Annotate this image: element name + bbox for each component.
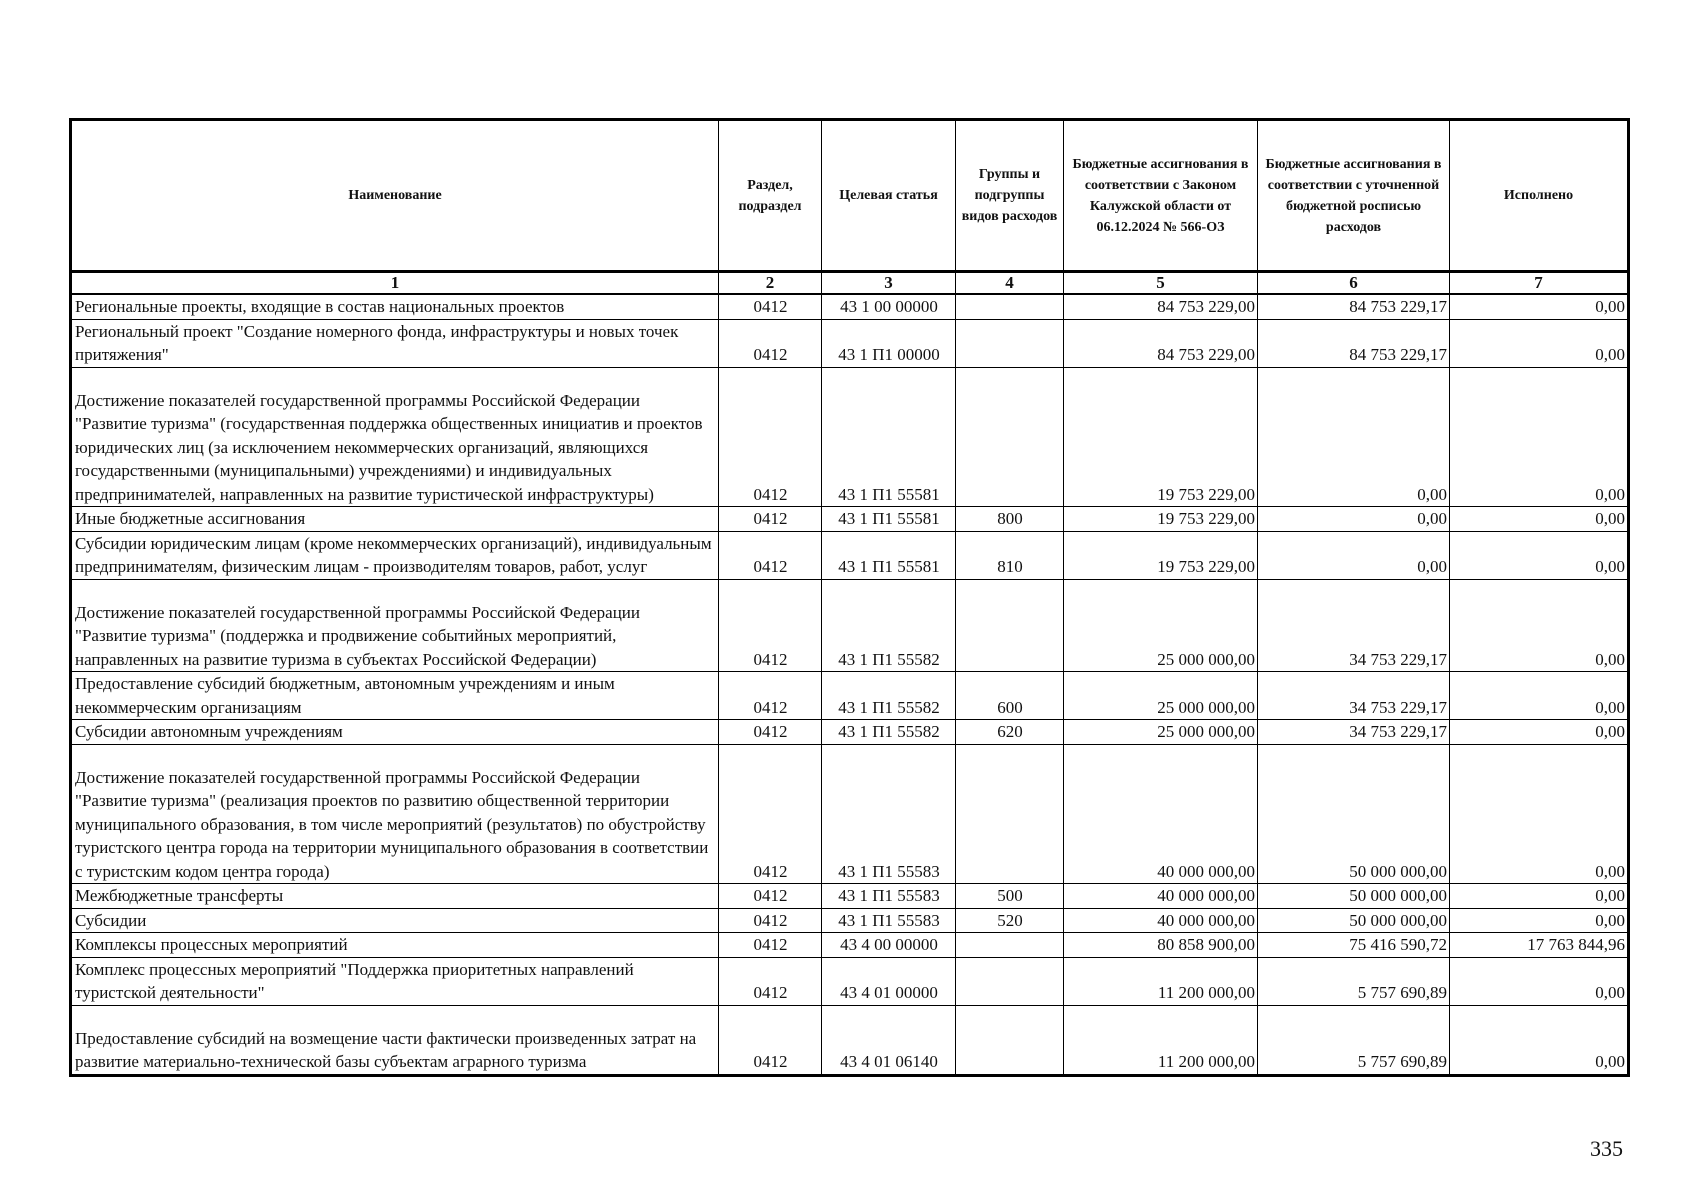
cell-statya: 43 1 П1 55582 [822,720,956,745]
cell-statya: 43 1 П1 55581 [822,531,956,579]
cell-vid [956,744,1064,884]
cell-rospis-amount: 34 753 229,17 [1258,672,1450,720]
cell-statya: 43 1 П1 55583 [822,744,956,884]
cell-vid [956,957,1064,1005]
col-header-name: Наименование [71,120,719,272]
table-row [71,319,1629,367]
cell-done-amount: 0,00 [1450,884,1629,909]
cell-vid: 620 [956,720,1064,745]
cell-law-amount: 11 200 000,00 [1064,1005,1258,1075]
cell-razdel: 0412 [719,933,822,958]
table-row [71,579,1629,672]
cell-vid: 600 [956,672,1064,720]
cell-vid [956,294,1064,319]
table-row [71,933,1629,958]
cell-razdel: 0412 [719,579,822,672]
table-row [71,744,1629,884]
cell-vid [956,933,1064,958]
cell-statya: 43 1 П1 55582 [822,672,956,720]
cell-law-amount: 40 000 000,00 [1064,884,1258,909]
cell-vid [956,1005,1064,1075]
cell-statya: 43 1 00 00000 [822,294,956,319]
cell-rospis-amount: 0,00 [1258,367,1450,507]
cell-razdel: 0412 [719,507,822,532]
cell-law-amount: 40 000 000,00 [1064,744,1258,884]
cell-name: Иные бюджетные ассигнования [71,507,719,532]
col-number: 3 [822,272,956,295]
col-header-razdel: Раздел, подраздел [719,120,822,272]
cell-done-amount: 0,00 [1450,908,1629,933]
col-number: 6 [1258,272,1450,295]
cell-name: Региональный проект "Создание номерного фонда, инфраструктуры и новых точек притяжения" [71,319,719,367]
table-row [71,672,1629,720]
cell-rospis-amount: 0,00 [1258,507,1450,532]
cell-razdel: 0412 [719,319,822,367]
cell-law-amount: 25 000 000,00 [1064,672,1258,720]
cell-law-amount: 19 753 229,00 [1064,507,1258,532]
cell-name: Достижение показателей государственной программы Российской Федерации "Развитие туризма" (государственная поддержка общественных инициатив и проектов юридических лиц (за исключением некоммерческих организаций, являющихся государственными (муниципальными) учреждениями) и индивидуальных предпринимателей, направленных на развитие туристической инфраструктуры) [71,367,719,507]
cell-name: Субсидии автономным учреждениям [71,720,719,745]
cell-statya: 43 1 П1 55583 [822,884,956,909]
cell-statya: 43 4 00 00000 [822,933,956,958]
cell-name: Межбюджетные трансферты [71,884,719,909]
col-number: 2 [719,272,822,295]
cell-law-amount: 40 000 000,00 [1064,908,1258,933]
cell-statya: 43 4 01 06140 [822,1005,956,1075]
budget-table [69,118,1630,1077]
page-number: 335 [1590,1136,1623,1161]
cell-rospis-amount: 50 000 000,00 [1258,744,1450,884]
cell-vid [956,579,1064,672]
cell-razdel: 0412 [719,294,822,319]
col-number: 1 [71,272,719,295]
cell-razdel: 0412 [719,672,822,720]
cell-vid [956,319,1064,367]
table-row [71,884,1629,909]
cell-vid: 500 [956,884,1064,909]
cell-law-amount: 19 753 229,00 [1064,367,1258,507]
col-header-vid: Группы и подгруппы видов расходов [956,120,1064,272]
cell-vid: 520 [956,908,1064,933]
cell-rospis-amount: 84 753 229,17 [1258,319,1450,367]
cell-done-amount: 0,00 [1450,957,1629,1005]
cell-name: Субсидии [71,908,719,933]
header-row [71,120,1629,272]
cell-name: Достижение показателей государственной программы Российской Федерации "Развитие туризма" (реализация проектов по развитию общественной территории муниципального образования, в том числе мероприятий (результатов) по обустройству туристского центра города на территории муниципального образования в соответствии с туристским кодом центра города) [71,744,719,884]
table-row [71,1005,1629,1075]
col-header-law: Бюджетные ассигнования в соответствии с Законом Калужской области от 06.12.2024 № 566-ОЗ [1064,120,1258,272]
col-number: 5 [1064,272,1258,295]
cell-razdel: 0412 [719,744,822,884]
cell-done-amount: 0,00 [1450,1005,1629,1075]
cell-done-amount: 17 763 844,96 [1450,933,1629,958]
cell-rospis-amount: 5 757 690,89 [1258,957,1450,1005]
table-row [71,507,1629,532]
cell-name: Комплексы процессных мероприятий [71,933,719,958]
cell-name: Достижение показателей государственной программы Российской Федерации "Развитие туризма" (поддержка и продвижение событийных мероприятий, направленных на развитие туризма в субъектах Российской Федерации) [71,579,719,672]
cell-rospis-amount: 0,00 [1258,531,1450,579]
cell-name: Предоставление субсидий на возмещение части фактически произведенных затрат на развитие материально-технической базы субъектам аграрного туризма [71,1005,719,1075]
cell-statya: 43 1 П1 55581 [822,367,956,507]
cell-law-amount: 84 753 229,00 [1064,294,1258,319]
col-header-statya: Целевая статья [822,120,956,272]
cell-vid [956,367,1064,507]
cell-vid: 800 [956,507,1064,532]
cell-rospis-amount: 34 753 229,17 [1258,720,1450,745]
col-number: 7 [1450,272,1629,295]
cell-name: Предоставление субсидий бюджетным, автономным учреждениям и иным некоммерческим организациям [71,672,719,720]
column-number-row [71,272,1629,295]
cell-done-amount: 0,00 [1450,672,1629,720]
cell-name: Комплекс процессных мероприятий "Поддержка приоритетных направлений туристской деятельности" [71,957,719,1005]
cell-razdel: 0412 [719,908,822,933]
cell-razdel: 0412 [719,367,822,507]
table-body [71,294,1629,1075]
table-row [71,294,1629,319]
cell-statya: 43 1 П1 55581 [822,507,956,532]
col-number: 4 [956,272,1064,295]
cell-done-amount: 0,00 [1450,507,1629,532]
cell-rospis-amount: 50 000 000,00 [1258,908,1450,933]
cell-done-amount: 0,00 [1450,294,1629,319]
cell-law-amount: 25 000 000,00 [1064,720,1258,745]
cell-rospis-amount: 75 416 590,72 [1258,933,1450,958]
cell-done-amount: 0,00 [1450,531,1629,579]
table-row [71,720,1629,745]
cell-razdel: 0412 [719,531,822,579]
cell-rospis-amount: 50 000 000,00 [1258,884,1450,909]
cell-done-amount: 0,00 [1450,579,1629,672]
cell-law-amount: 11 200 000,00 [1064,957,1258,1005]
cell-razdel: 0412 [719,957,822,1005]
cell-razdel: 0412 [719,720,822,745]
cell-law-amount: 80 858 900,00 [1064,933,1258,958]
cell-rospis-amount: 34 753 229,17 [1258,579,1450,672]
col-header-rospis: Бюджетные ассигнования в соответствии с уточненной бюджетной росписью расходов [1258,120,1450,272]
cell-done-amount: 0,00 [1450,319,1629,367]
table-row [71,957,1629,1005]
table-row [71,531,1629,579]
cell-razdel: 0412 [719,1005,822,1075]
cell-done-amount: 0,00 [1450,720,1629,745]
cell-rospis-amount: 84 753 229,17 [1258,294,1450,319]
cell-law-amount: 25 000 000,00 [1064,579,1258,672]
cell-statya: 43 1 П1 55583 [822,908,956,933]
cell-name: Субсидии юридическим лицам (кроме некоммерческих организаций), индивидуальным предпринимателям, физическим лицам - производителям товаров, работ, услуг [71,531,719,579]
cell-statya: 43 4 01 00000 [822,957,956,1005]
cell-law-amount: 84 753 229,00 [1064,319,1258,367]
cell-done-amount: 0,00 [1450,744,1629,884]
cell-statya: 43 1 П1 00000 [822,319,956,367]
cell-done-amount: 0,00 [1450,367,1629,507]
cell-name: Региональные проекты, входящие в состав национальных проектов [71,294,719,319]
table-header [71,120,1629,295]
col-header-done: Исполнено [1450,120,1629,272]
table-row [71,908,1629,933]
cell-razdel: 0412 [719,884,822,909]
cell-rospis-amount: 5 757 690,89 [1258,1005,1450,1075]
cell-law-amount: 19 753 229,00 [1064,531,1258,579]
cell-statya: 43 1 П1 55582 [822,579,956,672]
table-row [71,367,1629,507]
cell-vid: 810 [956,531,1064,579]
